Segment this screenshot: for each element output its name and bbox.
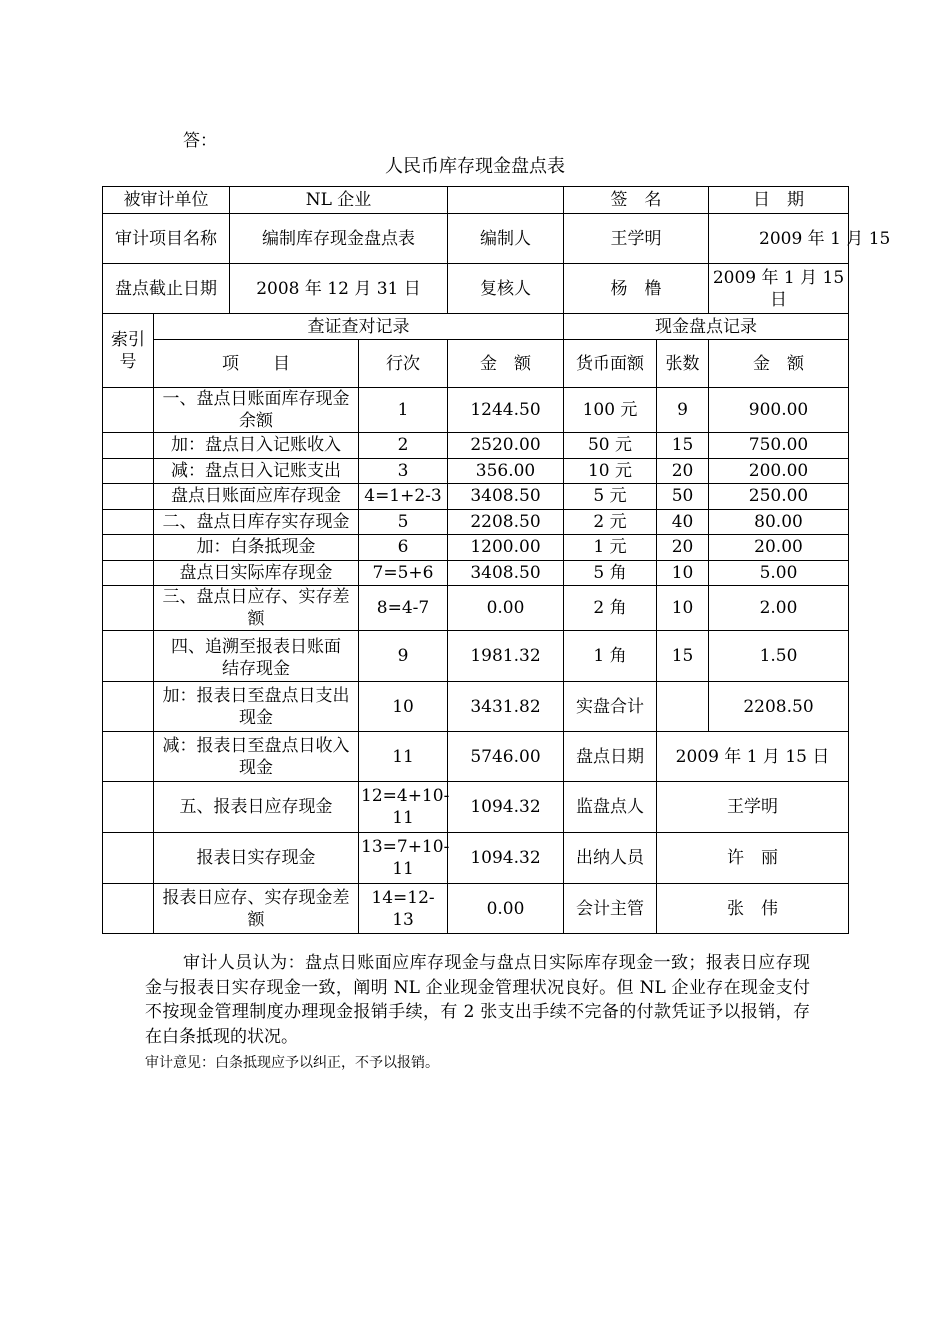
line-cell: 2 bbox=[359, 433, 448, 459]
cash-count-table bbox=[102, 186, 891, 934]
denom-cell: 2 角 bbox=[564, 586, 657, 631]
index-cell bbox=[103, 631, 154, 682]
denom-cell: 监盘点人 bbox=[564, 782, 657, 833]
pcs-cell: 15 bbox=[657, 433, 709, 459]
amount-cell: 1981.32 bbox=[448, 631, 564, 682]
denom-cell: 1 元 bbox=[564, 535, 657, 561]
amount-cell: 1200.00 bbox=[448, 535, 564, 561]
denom-cell: 会计主管 bbox=[564, 884, 657, 934]
blank-cell bbox=[448, 187, 564, 214]
item-cell: 四、追溯至报表日账面结存现金 bbox=[154, 631, 359, 682]
date-label: 日 期 bbox=[709, 187, 849, 214]
unit-value: NL 企业 bbox=[230, 187, 448, 214]
line-cell: 7=5+6 bbox=[359, 560, 448, 586]
amount-cell: 2208.50 bbox=[448, 509, 564, 535]
amount-cell: 1094.32 bbox=[448, 782, 564, 833]
merged-value-cell: 2009 年 1 月 15 日 bbox=[657, 732, 849, 782]
item-cell: 加：白条抵现金 bbox=[154, 535, 359, 561]
item-cell: 二、盘点日库存实存现金 bbox=[154, 509, 359, 535]
denom-cell: 出纳人员 bbox=[564, 833, 657, 884]
table-row bbox=[103, 586, 849, 631]
project-label: 审计项目名称 bbox=[103, 214, 230, 264]
line-cell: 5 bbox=[359, 509, 448, 535]
count-section-label: 现金盘点记录 bbox=[564, 314, 849, 340]
table-title: 人民币库存现金盘点表 bbox=[385, 156, 565, 177]
table-row bbox=[103, 433, 849, 459]
count-amount-cell: 5.00 bbox=[709, 560, 849, 586]
pcs-cell: 15 bbox=[657, 631, 709, 682]
item-cell: 报表日实存现金 bbox=[154, 833, 359, 884]
table-row bbox=[103, 682, 849, 732]
count-amount-cell: 20.00 bbox=[709, 535, 849, 561]
line-cell: 14=12-13 bbox=[359, 884, 448, 934]
index-cell bbox=[103, 682, 154, 732]
answer-label: 答： bbox=[183, 131, 217, 151]
index-cell bbox=[103, 833, 154, 884]
item-cell: 减：报表日至盘点日收入现金 bbox=[154, 732, 359, 782]
count-amount-cell: 1.50 bbox=[709, 631, 849, 682]
index-cell bbox=[103, 458, 154, 484]
index-cell bbox=[103, 388, 154, 433]
count-amount-cell: 2208.50 bbox=[709, 682, 849, 732]
cutoff-label: 盘点截止日期 bbox=[103, 264, 230, 314]
table-row bbox=[103, 535, 849, 561]
table-row bbox=[103, 484, 849, 510]
line-cell: 10 bbox=[359, 682, 448, 732]
line-cell: 6 bbox=[359, 535, 448, 561]
table-row bbox=[103, 833, 849, 884]
index-cell bbox=[103, 732, 154, 782]
index-label: 索引号 bbox=[103, 314, 154, 388]
pcs-cell: 10 bbox=[657, 586, 709, 631]
line-cell: 13=7+10-11 bbox=[359, 833, 448, 884]
denom-cell: 5 角 bbox=[564, 560, 657, 586]
table-row bbox=[103, 509, 849, 535]
denom-cell: 10 元 bbox=[564, 458, 657, 484]
line-cell: 3 bbox=[359, 458, 448, 484]
index-cell bbox=[103, 884, 154, 934]
pcs-cell: 40 bbox=[657, 509, 709, 535]
table-row bbox=[103, 884, 849, 934]
table-row bbox=[103, 732, 849, 782]
pcs-cell: 20 bbox=[657, 535, 709, 561]
unit-label: 被审计单位 bbox=[103, 187, 230, 214]
denom-cell: 2 元 bbox=[564, 509, 657, 535]
amount-cell: 5746.00 bbox=[448, 732, 564, 782]
col-line: 行次 bbox=[359, 340, 448, 388]
table-row bbox=[103, 458, 849, 484]
col-count: 张数 bbox=[657, 340, 709, 388]
amount-cell: 0.00 bbox=[448, 586, 564, 631]
table-row bbox=[103, 388, 849, 433]
conclusion-paragraph: 审计人员认为：盘点日账面应库存现金与盘点日实际库存现金一致；报表日应存现金与报表日实存现金一致，阐明 NL 企业现金管理状况良好。但 NL 企业存在现金支付不按现金管理制度办理现金报销手续，有 2 张支出手续不完备的付款凭证予以报销，存在白条抵现的状况。 bbox=[145, 953, 810, 1047]
col-count-amount: 金 额 bbox=[709, 340, 849, 388]
index-cell bbox=[103, 535, 154, 561]
count-amount-cell: 2.00 bbox=[709, 586, 849, 631]
merged-value-cell: 张 伟 bbox=[657, 884, 849, 934]
count-amount-cell: 750.00 bbox=[709, 433, 849, 459]
count-amount-cell: 80.00 bbox=[709, 509, 849, 535]
index-cell bbox=[103, 782, 154, 833]
reviewer-date: 2009 年 1 月 15 日 bbox=[709, 264, 849, 314]
amount-cell: 2520.00 bbox=[448, 433, 564, 459]
project-value: 编制库存现金盘点表 bbox=[230, 214, 448, 264]
item-cell: 加：报表日至盘点日支出现金 bbox=[154, 682, 359, 732]
table-row bbox=[103, 782, 849, 833]
index-cell bbox=[103, 560, 154, 586]
denom-cell: 实盘合计 bbox=[564, 682, 657, 732]
preparer-date: 2009 年 1 月 15 bbox=[709, 214, 849, 264]
line-cell: 9 bbox=[359, 631, 448, 682]
item-cell: 盘点日账面应库存现金 bbox=[154, 484, 359, 510]
amount-cell: 3408.50 bbox=[448, 484, 564, 510]
pcs-cell bbox=[657, 682, 709, 732]
amount-cell: 3431.82 bbox=[448, 682, 564, 732]
item-cell: 五、报表日应存现金 bbox=[154, 782, 359, 833]
pcs-cell: 20 bbox=[657, 458, 709, 484]
count-amount-cell: 200.00 bbox=[709, 458, 849, 484]
count-amount-cell: 250.00 bbox=[709, 484, 849, 510]
item-cell: 报表日应存、实存现金差额 bbox=[154, 884, 359, 934]
amount-cell: 3408.50 bbox=[448, 560, 564, 586]
index-cell bbox=[103, 586, 154, 631]
line-cell: 8=4-7 bbox=[359, 586, 448, 631]
index-cell bbox=[103, 509, 154, 535]
item-cell: 加：盘点日入记账收入 bbox=[154, 433, 359, 459]
merged-value-cell: 王学明 bbox=[657, 782, 849, 833]
table-row bbox=[103, 631, 849, 682]
verify-section-label: 查证查对记录 bbox=[154, 314, 564, 340]
sign-label: 签 名 bbox=[564, 187, 709, 214]
pcs-cell: 9 bbox=[657, 388, 709, 433]
amount-cell: 356.00 bbox=[448, 458, 564, 484]
item-cell: 减：盘点日入记账支出 bbox=[154, 458, 359, 484]
denom-cell: 50 元 bbox=[564, 433, 657, 459]
line-cell: 1 bbox=[359, 388, 448, 433]
line-cell: 4=1+2-3 bbox=[359, 484, 448, 510]
denom-cell: 盘点日期 bbox=[564, 732, 657, 782]
item-cell: 一、盘点日账面库存现金余额 bbox=[154, 388, 359, 433]
amount-cell: 1244.50 bbox=[448, 388, 564, 433]
audit-opinion: 审计意见：白条抵现应予以纠正，不予以报销。 bbox=[145, 1055, 439, 1071]
index-cell bbox=[103, 433, 154, 459]
line-cell: 12=4+10-11 bbox=[359, 782, 448, 833]
reviewer-label: 复核人 bbox=[448, 264, 564, 314]
denom-cell: 100 元 bbox=[564, 388, 657, 433]
item-cell: 三、盘点日应存、实存差额 bbox=[154, 586, 359, 631]
amount-cell: 1094.32 bbox=[448, 833, 564, 884]
col-denomination: 货币面额 bbox=[564, 340, 657, 388]
denom-cell: 1 角 bbox=[564, 631, 657, 682]
preparer-label: 编制人 bbox=[448, 214, 564, 264]
preparer-name: 王学明 bbox=[564, 214, 709, 264]
denom-cell: 5 元 bbox=[564, 484, 657, 510]
cutoff-value: 2008 年 12 月 31 日 bbox=[230, 264, 448, 314]
count-amount-cell: 900.00 bbox=[709, 388, 849, 433]
col-item: 项 目 bbox=[154, 340, 359, 388]
merged-value-cell: 许 丽 bbox=[657, 833, 849, 884]
index-cell bbox=[103, 484, 154, 510]
pcs-cell: 10 bbox=[657, 560, 709, 586]
table-row bbox=[103, 560, 849, 586]
reviewer-name: 杨 橹 bbox=[564, 264, 709, 314]
line-cell: 11 bbox=[359, 732, 448, 782]
amount-cell: 0.00 bbox=[448, 884, 564, 934]
item-cell: 盘点日实际库存现金 bbox=[154, 560, 359, 586]
pcs-cell: 50 bbox=[657, 484, 709, 510]
col-amount: 金 额 bbox=[448, 340, 564, 388]
